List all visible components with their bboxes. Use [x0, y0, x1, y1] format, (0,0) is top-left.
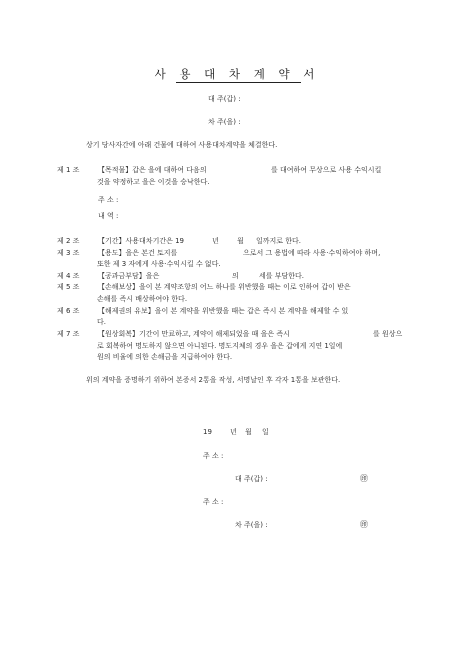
article-3-line-1b: 으로서 그 용법에 따라 사용·수익하여야 하며,: [243, 249, 381, 257]
seal-mark-1: ㊞: [360, 474, 368, 483]
article-2-month: 월: [237, 237, 244, 245]
article-5-line-2: 손해를 즉시 배상하여야 한다.: [97, 295, 188, 303]
date-year: 년: [230, 428, 237, 436]
article-7-line-1b: 를 원상으: [373, 330, 403, 338]
signature-lender-label: 대 주(갑) :: [235, 475, 268, 483]
article-4-number: 제 4 조: [57, 272, 80, 280]
article-3-line-2: 또한 제 3 자에게 사용·수익시킬 수 없다.: [97, 260, 221, 268]
article-5-number: 제 5 조: [57, 283, 80, 291]
article-1-line-1a: 【목적물】갑은 을에 대하여 다음의: [98, 166, 207, 174]
article-7-number: 제 7 조: [57, 330, 80, 338]
article-4-text: 【공과금부담】을은: [98, 272, 160, 280]
seal-mark-2: ㊞: [360, 520, 368, 529]
date-prefix: 19: [203, 428, 212, 436]
article-5-line-1: 【손해보상】을이 본 계약조항의 어느 하나를 위반했을 때는 이로 인하여 갑이 받은: [98, 283, 351, 291]
article-2-year: 년: [212, 237, 219, 245]
article-7-line-1a: 【원상회복】기간이 만료하고, 계약이 해제되었을 때 을은 즉시: [98, 330, 290, 338]
closing-statement: 위의 계약을 증명하기 위하여 본증서 2통을 작성, 서명날인 후 각자 1통을 보관한다.: [86, 376, 341, 384]
article-7-line-3: 원의 비율에 의한 손해금을 지급하여야 한다.: [97, 353, 233, 361]
article-6-number: 제 6 조: [57, 307, 80, 315]
article-7-line-2: 로 회복하여 명도하지 않으면 아니된다. 명도지체의 경우 을은 갑에게 지연 1일에: [97, 342, 343, 350]
article-2-text: 【기간】사용대차기간은 19: [98, 237, 184, 245]
title-underline: [176, 82, 301, 83]
article-1-number: 제 1 조: [57, 166, 80, 174]
article-2-tail: 일까지로 한다.: [256, 237, 302, 245]
article-3-line-1a: 【용도】을은 본건 토지를: [98, 249, 178, 257]
date-day: 일: [262, 428, 269, 436]
lender-label: 대 주(갑) :: [208, 95, 241, 103]
article-6-line-2: 다.: [97, 318, 106, 326]
signature-address-2: 주 소 :: [203, 498, 224, 506]
article-4-tail: 세를 부담한다.: [259, 272, 305, 280]
article-4-mid: 의: [232, 272, 239, 280]
article-6-line-1: 【해제권의 유보】을이 본 계약을 위반했을 때는 갑은 즉시 본 계약을 해제할 수 있: [98, 307, 349, 315]
article-2-number: 제 2 조: [57, 237, 80, 245]
signature-address-1: 주 소 :: [203, 452, 224, 460]
signature-borrower-label: 차 주(을) :: [235, 521, 268, 529]
intro-text: 상기 당사자간에 아래 건물에 대하여 사용대차계약을 체결한다.: [86, 141, 278, 149]
borrower-label: 차 주(을) :: [208, 118, 241, 126]
date-month: 월: [245, 428, 252, 436]
article-1-address-label: 주 소 :: [98, 196, 119, 204]
article-1-line-2: 것을 약정하고 을은 이것을 승낙한다.: [97, 178, 210, 186]
article-1-content-label: 내 역 :: [98, 212, 119, 220]
document-title: 사 용 대 차 계 약 서: [154, 67, 320, 81]
article-3-number: 제 3 조: [57, 249, 80, 257]
article-1-line-1b: 를 대여하여 무상으로 사용 수익시킬: [271, 166, 382, 174]
